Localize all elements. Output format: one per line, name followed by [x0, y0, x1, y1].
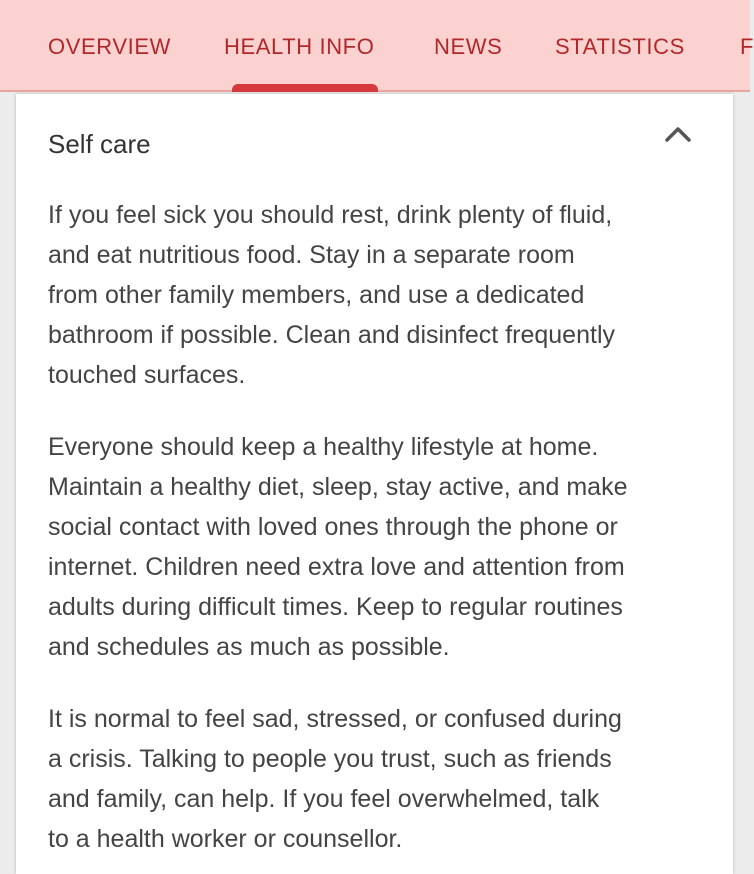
active-tab-indicator [232, 84, 378, 92]
paragraph-healthy-lifestyle [48, 427, 718, 667]
self-care-header[interactable] [16, 94, 733, 182]
text-line: If you feel sick you should rest, drink plenty of fluid, [48, 201, 613, 229]
text-line: Maintain a healthy diet, sleep, stay active, and make [48, 473, 628, 501]
text-line: touched surfaces. [48, 361, 246, 389]
text-line: social contact with loved ones through the phone or [48, 513, 618, 541]
self-care-card [16, 94, 733, 874]
paragraph-rest [48, 195, 718, 395]
tab-overview[interactable]: OVERVIEW [48, 34, 171, 59]
section-title: Self care [48, 129, 151, 159]
tab-statistics[interactable]: STATISTICS [555, 34, 685, 59]
text-line: and family, can help. If you feel overwhelmed, talk [48, 785, 600, 813]
chevron-up-icon[interactable] [663, 124, 693, 144]
text-line: adults during difficult times. Keep to regular routines [48, 593, 623, 621]
tab-bar [0, 0, 754, 92]
text-line: to a health worker or counsellor. [48, 825, 403, 853]
text-line: Everyone should keep a healthy lifestyle at home. [48, 433, 599, 461]
text-line: bathroom if possible. Clean and disinfect frequently [48, 321, 615, 349]
tab-news[interactable]: NEWS [434, 34, 503, 59]
text-line: internet. Children need extra love and attention from [48, 553, 625, 581]
text-line: from other family members, and use a dedicated [48, 281, 585, 309]
text-line: a crisis. Talking to people you trust, such as friends [48, 745, 612, 773]
text-line: and eat nutritious food. Stay in a separate room [48, 241, 575, 269]
text-line: and schedules as much as possible. [48, 633, 450, 661]
paragraph-mental-health [48, 699, 718, 859]
text-line: It is normal to feel sad, stressed, or confused during [48, 705, 622, 733]
tab-partial[interactable]: F [740, 34, 754, 59]
tab-health-info[interactable]: HEALTH INFO [224, 34, 375, 59]
